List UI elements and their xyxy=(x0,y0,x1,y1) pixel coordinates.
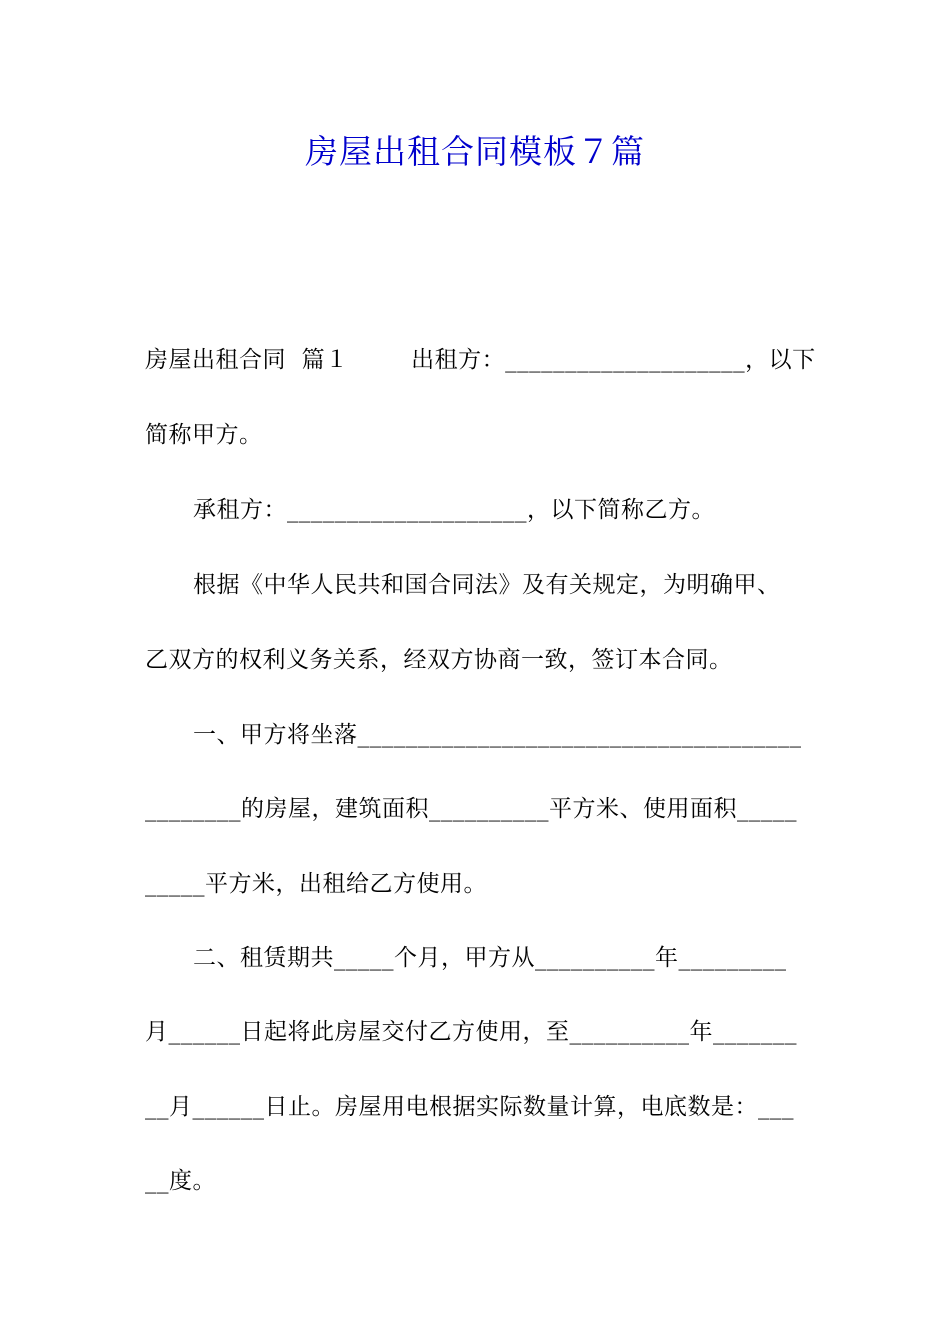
document-title: 房屋出租合同模板７篇 xyxy=(305,132,645,171)
text-line-6: 一、甲方将坐落_____________________________________ xyxy=(193,722,802,748)
text-line-9: 二、租赁期共_____个月，甲方从__________年_________ xyxy=(193,945,787,971)
text-line-1: 房屋出租合同 篇１ 出租方：____________________，以下 xyxy=(145,347,816,373)
text-line-5: 乙双方的权利义务关系，经双方协商一致，签订本合同。 xyxy=(145,647,733,673)
text-line-12: __度。 xyxy=(145,1168,216,1194)
text-line-11: __月______日止。房屋用电根据实际数量计算，电底数是：___ xyxy=(145,1094,794,1120)
text-line-2: 简称甲方。 xyxy=(145,422,263,448)
text-line-4: 根据《中华人民共和国合同法》及有关规定，为明确甲、 xyxy=(193,572,781,598)
text-line-10: 月______日起将此房屋交付乙方使用，至__________年_______ xyxy=(145,1019,797,1045)
text-line-8: _____平方米，出租给乙方使用。 xyxy=(145,871,487,897)
text-line-7: ________的房屋，建筑面积__________平方米、使用面积_____ xyxy=(145,796,797,822)
text-line-3: 承租方：____________________，以下简称乙方。 xyxy=(193,497,715,523)
